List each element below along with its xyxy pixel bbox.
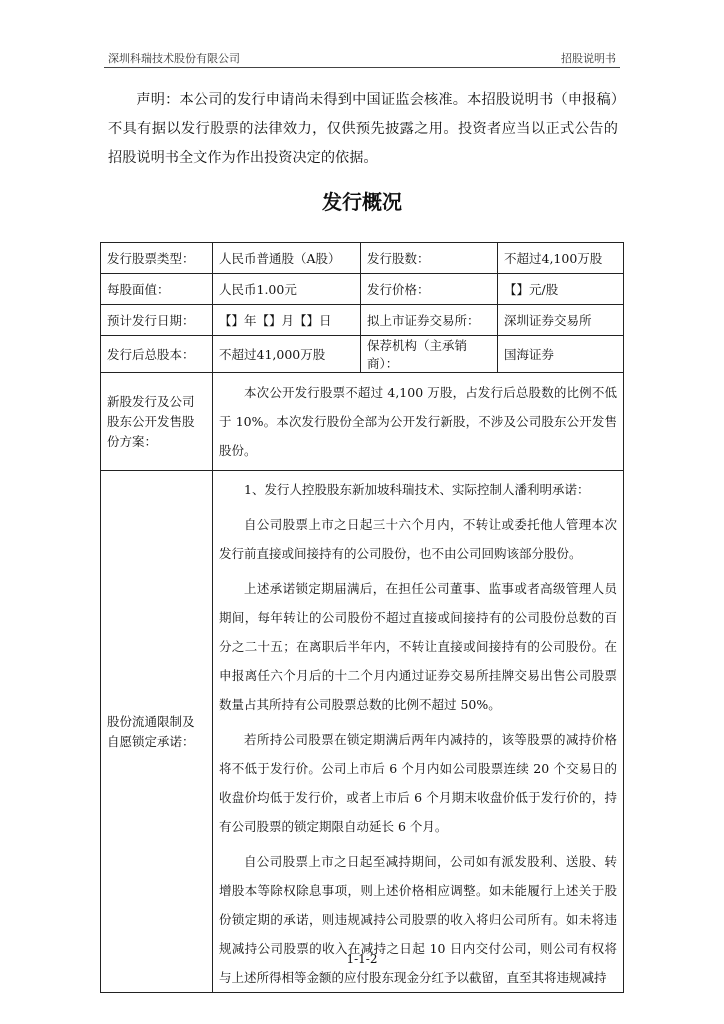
field-value: 深圳证券交易所: [498, 305, 624, 336]
field-value: 人民币1.00元: [213, 274, 361, 305]
table-row: [101, 305, 624, 336]
lockup-label: 股份流通限制及自愿锁定承诺：: [101, 471, 213, 993]
lockup-paragraph: 上述承诺锁定期届满后，在担任公司董事、监事或者高级管理人员期间，每年转让的公司股份不超过直接或间接持有的公司股份总数的百分之二十五；在离职后半年内，不转让直接或间接持有的公司股份。在申报离任六个月后的十二个月内通过证券交易所挂牌交易出售公司股票数量占其所持有公司股票总数的比例不超过 50%。: [219, 581, 617, 712]
field-value: 【】元/股: [498, 274, 624, 305]
field-label: 保荐机构（主承销商）：: [361, 336, 498, 373]
field-value: 人民币普通股（A股）: [213, 243, 361, 274]
new-issue-label: 新股发行及公司股东公开发售股份方案：: [101, 373, 213, 471]
field-value: 不超过4,100万股: [498, 243, 624, 274]
new-issue-paragraph: 本次公开发行股票不超过 4,100 万股，占发行后总股数的比例不低于 10%。本次发行股份全部为公开发行新股，不涉及公司股东公开发售股份。: [219, 385, 617, 458]
new-issue-text: [213, 373, 624, 471]
table-row: [101, 274, 624, 305]
field-value: 国海证券: [498, 336, 624, 373]
lockup-paragraph: 若所持公司股票在锁定期满后两年内减持的，该等股票的减持价格将不低于发行价。公司上市后 6 个月内如公司股票连续 20 个交易日的收盘价均低于发行价，或者上市后 6 个月期末收盘价低于发行价的，持有公司股票的锁定期限自动延长 6 个月。: [219, 732, 617, 834]
field-label: 每股面值：: [101, 274, 213, 305]
offering-summary-table: [100, 242, 624, 993]
field-label: 发行股数：: [361, 243, 498, 274]
table-row-lockup: [101, 471, 624, 993]
header-doc-type: 招股说明书: [561, 52, 616, 65]
table-row: [101, 243, 624, 274]
field-label: 预计发行日期：: [101, 305, 213, 336]
header-company: 深圳科瑞技术股份有限公司: [108, 52, 240, 65]
lockup-paragraph: 自公司股票上市之日起三十六个月内，不转让或委托他人管理本次发行前直接或间接持有的公司股份，也不由公司回购该部分股份。: [219, 517, 617, 561]
field-label: 发行股票类型：: [101, 243, 213, 274]
field-value: 【】年【】月【】日: [213, 305, 361, 336]
field-label: 发行后总股本：: [101, 336, 213, 373]
lockup-text: [213, 471, 624, 993]
page-number: 1-1-2: [346, 952, 378, 966]
disclaimer-text: 声明：本公司的发行申请尚未得到中国证监会核准。本招股说明书（申报稿）不具有据以发行股票的法律效力，仅供预先披露之用。投资者应当以正式公告的招股说明书全文作为作出投资决定的依据。: [108, 92, 618, 166]
lockup-paragraph: 1、发行人控股股东新加坡科瑞技术、实际控制人潘利明承诺：: [244, 482, 590, 497]
header-divider: [104, 67, 620, 68]
field-label: 发行价格：: [361, 274, 498, 305]
field-value: 不超过41,000万股: [213, 336, 361, 373]
table-row: [101, 336, 624, 373]
lockup-paragraph: 自公司股票上市之日起至减持期间，公司如有派发股利、送股、转增股本等除权除息事项，则上述价格相应调整。如未能履行上述关于股份锁定期的承诺，则违规减持公司股票的收入将归公司所有。如未将违规减持公司股票的收入在减持之日起 10 日内交付公司，则公司有权将与上述所得相等金额的应付股东现金分红予以截留，直至其将违规减持: [219, 854, 617, 985]
section-title: 发行概况: [322, 190, 402, 214]
field-label: 拟上市证券交易所：: [361, 305, 498, 336]
table-row-new-issue: [101, 373, 624, 471]
